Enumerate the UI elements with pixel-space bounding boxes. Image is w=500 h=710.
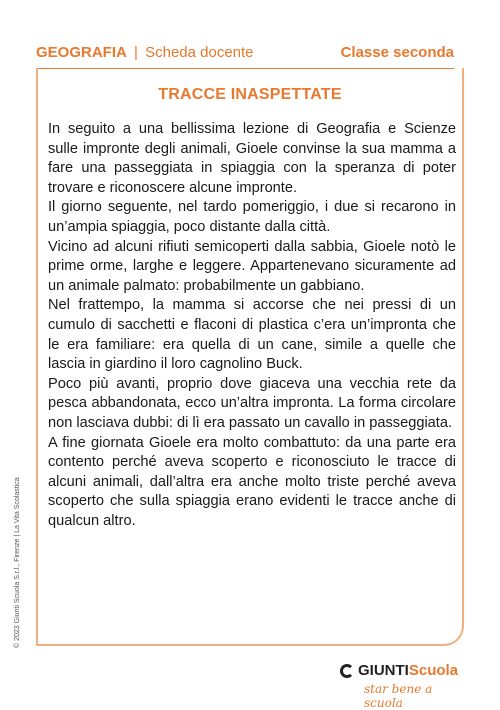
document-type-label: Scheda docente <box>145 44 254 61</box>
paragraph: In seguito a una bellissima lezione di Geografia e Scienze sulle impronte degli animali, Gioele convinse la sua mamma a fare una passeggiata in spiaggia con la speranza di poter trovare e riconoscere alcune impronte. <box>48 121 456 196</box>
paragraph: Vicino ad alcuni rifiuti semicoperti dalla sabbia, Gioele notò le prime orme, larghe e leggere. Appartenevano sicuramente ad un animale palmato: probabilmente un gabbiano. <box>48 238 456 294</box>
paragraph: Il giorno seguente, nel tardo pomeriggio, i due si recarono in un’ampia spiaggia, poco distante dalla città. <box>48 199 456 235</box>
copyright-notice: © 2023 Giunti Scuola S.r.l., Firenze | La Vita Scolastica <box>14 477 21 648</box>
story-text <box>48 120 456 531</box>
page-header <box>36 44 454 66</box>
subject-label: GEOGRAFIA <box>36 44 127 61</box>
paragraph: Nel frattempo, la mamma si accorse che nei pressi di un cumulo di sacchetti e flaconi di plastica c’era un’impronta che le era familiare: era quella di un cane, simile a quelle che lascia in giardino il loro cagnolino Buck. <box>48 297 456 373</box>
class-label: Classe seconda <box>340 44 454 61</box>
brand-tagline: star bene a scuola <box>364 682 433 710</box>
brand-name <box>358 662 458 679</box>
paragraph: A fine giornata Gioele era molto combattuto: da una parte era contento perché aveva scoperto e riconosciuto le tracce di alcuni animali, dall’altra era anche molto triste perché aveva scoperto che sulla spiaggia erano evidenti le tracce anche di qualcun altro. <box>48 434 456 529</box>
giunti-logo-icon <box>340 664 354 678</box>
header-separator: | <box>134 44 138 61</box>
brand-main: GIUNTI <box>358 662 409 679</box>
page-title: TRACCE INASPETTATE <box>158 86 342 103</box>
brand-accent: Scuola <box>408 662 459 679</box>
publisher-logo <box>340 662 470 710</box>
paragraph: Poco più avanti, proprio dove giaceva una vecchia rete da pesca abbandonata, ecco un’altra impronta. La forma circolare non lasciava dubbi: di lì era passato un cavallo in passeggiata. <box>48 375 456 431</box>
